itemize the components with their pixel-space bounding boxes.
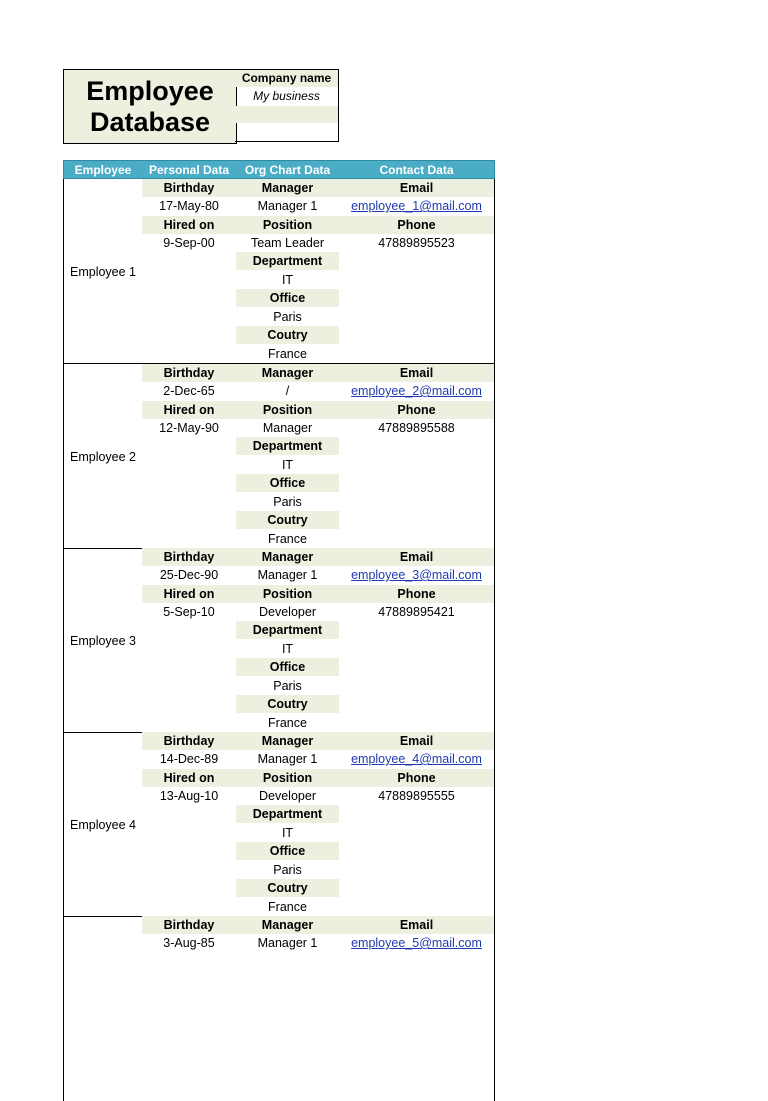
header-employee: Employee (74, 163, 132, 177)
manager-label: Manager (236, 548, 339, 566)
hired-on-label: Hired on (142, 216, 236, 234)
position-label: Position (236, 401, 339, 419)
birthday-label: Birthday (142, 732, 236, 750)
email-value[interactable] (339, 566, 494, 584)
office-value[interactable]: Paris (273, 863, 302, 877)
country-value[interactable]: France (268, 347, 307, 361)
header-personal-data: Personal Data (148, 163, 230, 177)
birthday-value[interactable]: 25-Dec-90 (159, 568, 219, 582)
department-value[interactable]: IT (281, 826, 294, 840)
country-label: Coutry (236, 326, 339, 344)
birthday-value[interactable]: 14-Dec-89 (159, 752, 219, 766)
employee-record (63, 364, 495, 549)
office-value[interactable]: Paris (273, 310, 302, 324)
position-value[interactable]: Team Leader (251, 236, 324, 250)
phone-value[interactable]: 47889895588 (378, 421, 455, 435)
department-label: Department (236, 437, 339, 455)
email-label: Email (339, 732, 494, 750)
employee-name[interactable]: Employee 3 (70, 633, 137, 648)
office-label: Office (236, 658, 339, 676)
employee-record (63, 179, 495, 364)
company-name-value[interactable]: My business (253, 89, 320, 103)
birthday-label: Birthday (142, 548, 236, 566)
country-value[interactable]: France (268, 532, 307, 546)
phone-label: Phone (339, 585, 494, 603)
email-label: Email (339, 548, 494, 566)
employee-record (63, 732, 495, 917)
manager-label: Manager (236, 916, 339, 934)
country-label: Coutry (236, 879, 339, 897)
email-value[interactable] (339, 382, 494, 400)
hired-on-label: Hired on (142, 401, 236, 419)
position-label: Position (236, 216, 339, 234)
manager-label: Manager (236, 179, 339, 197)
country-value[interactable]: France (268, 900, 307, 914)
phone-value[interactable]: 47889895523 (378, 236, 455, 250)
department-label: Department (236, 805, 339, 823)
company-blank-cell[interactable] (235, 123, 338, 141)
table-header (63, 160, 495, 179)
manager-value[interactable]: Manager 1 (257, 199, 318, 213)
department-value[interactable]: IT (281, 642, 294, 656)
company-blank-cell[interactable] (235, 106, 338, 123)
email-link[interactable]: employee_2@mail.com (351, 384, 482, 398)
email-label: Email (339, 364, 494, 382)
position-label: Position (236, 585, 339, 603)
employee-name[interactable]: Employee 1 (70, 264, 137, 279)
birthday-label: Birthday (142, 364, 236, 382)
email-link[interactable]: employee_4@mail.com (351, 752, 482, 766)
company-name-label: Company name (235, 70, 338, 87)
birthday-label: Birthday (142, 916, 236, 934)
hired-on-value[interactable]: 12-May-90 (159, 421, 219, 435)
department-label: Department (236, 252, 339, 270)
email-link[interactable]: employee_1@mail.com (351, 199, 482, 213)
phone-label: Phone (339, 769, 494, 787)
country-label: Coutry (236, 511, 339, 529)
office-value[interactable]: Paris (273, 679, 302, 693)
header-org-chart-data: Org Chart Data (244, 163, 331, 177)
country-value[interactable]: France (268, 716, 307, 730)
employee-name[interactable]: Employee 2 (70, 449, 137, 464)
birthday-value[interactable]: 3-Aug-85 (163, 936, 215, 950)
email-value[interactable] (339, 934, 494, 952)
birthday-value[interactable]: 2-Dec-65 (163, 384, 215, 398)
birthday-value[interactable]: 17-May-80 (159, 199, 219, 213)
email-label: Email (339, 179, 494, 197)
department-value[interactable]: IT (281, 273, 294, 287)
birthday-label: Birthday (142, 179, 236, 197)
email-label: Email (339, 916, 494, 934)
employee-record (63, 916, 495, 1101)
database-title-box (63, 69, 237, 144)
department-value[interactable]: IT (281, 458, 294, 472)
manager-label: Manager (236, 732, 339, 750)
company-info-box (235, 69, 339, 142)
hired-on-label: Hired on (142, 585, 236, 603)
header-contact-data: Contact Data (379, 163, 454, 177)
department-label: Department (236, 621, 339, 639)
email-link[interactable]: employee_5@mail.com (351, 936, 482, 950)
position-label: Position (236, 769, 339, 787)
position-value[interactable]: Developer (259, 789, 316, 803)
manager-value[interactable]: Manager 1 (257, 936, 318, 950)
office-label: Office (236, 474, 339, 492)
office-label: Office (236, 842, 339, 860)
employee-record (63, 548, 495, 733)
manager-value[interactable]: Manager 1 (257, 568, 318, 582)
email-value[interactable] (339, 750, 494, 768)
office-value[interactable]: Paris (273, 495, 302, 509)
email-value[interactable] (339, 197, 494, 215)
database-title: Employee Database (86, 75, 214, 137)
manager-label: Manager (236, 364, 339, 382)
hired-on-label: Hired on (142, 769, 236, 787)
email-link[interactable]: employee_3@mail.com (351, 568, 482, 582)
country-label: Coutry (236, 695, 339, 713)
phone-label: Phone (339, 401, 494, 419)
phone-value[interactable]: 47889895555 (378, 789, 455, 803)
position-value[interactable]: Manager (262, 421, 313, 435)
position-value[interactable]: Developer (259, 605, 316, 619)
office-label: Office (236, 289, 339, 307)
manager-value[interactable]: Manager 1 (257, 752, 318, 766)
phone-value[interactable]: 47889895421 (378, 605, 455, 619)
employee-name[interactable]: Employee 4 (70, 817, 137, 832)
hired-on-value[interactable]: 13-Aug-10 (159, 789, 219, 803)
hired-on-value[interactable]: 9-Sep-00 (163, 236, 215, 250)
manager-value[interactable]: / (285, 384, 290, 398)
hired-on-value[interactable]: 5-Sep-10 (163, 605, 215, 619)
phone-label: Phone (339, 216, 494, 234)
